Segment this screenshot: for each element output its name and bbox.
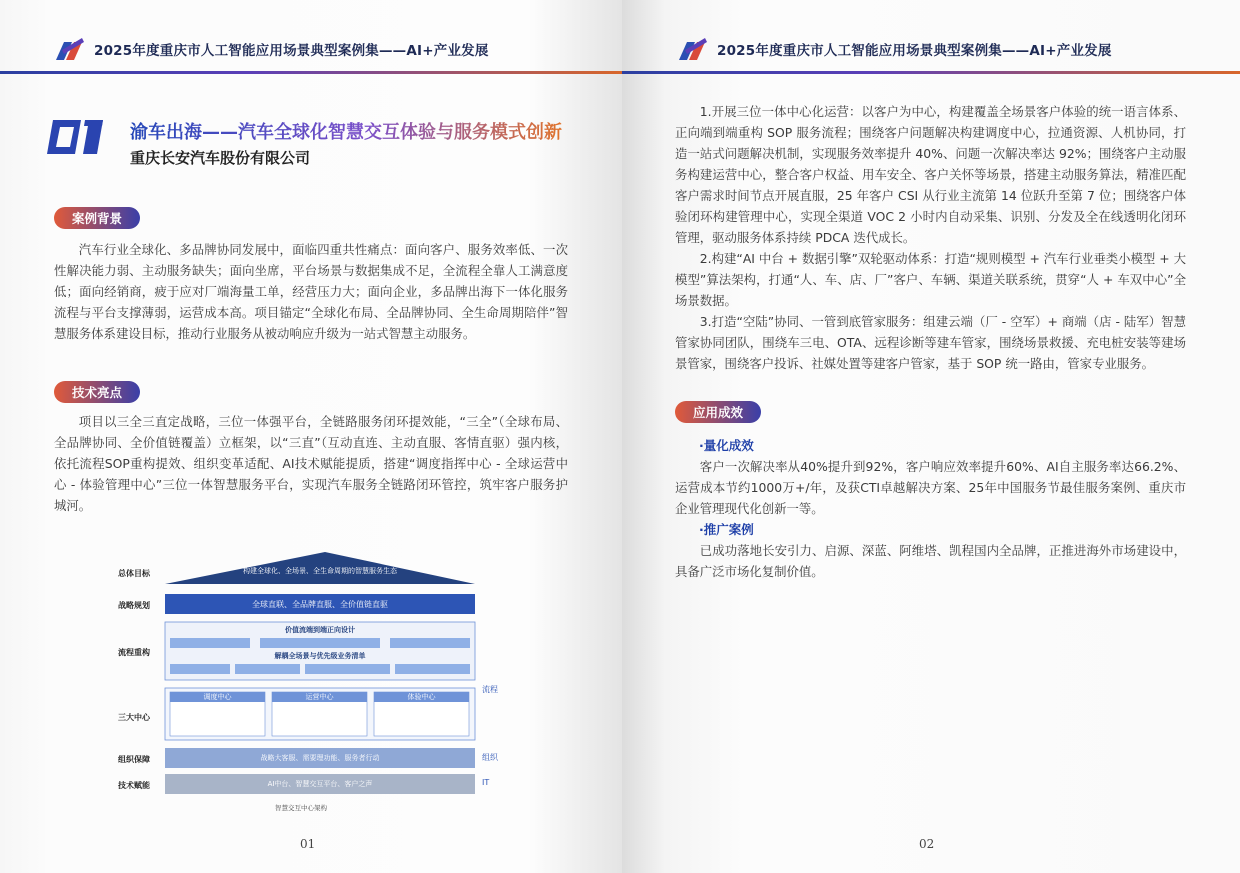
diagram-org-text: 战略大客服、需要理功能、服务者行动 — [260, 754, 380, 762]
header-title: 2025年度重庆市人工智能应用场景典型案例集——AI+产业发展 — [717, 43, 1112, 59]
results-paragraph — [675, 435, 1186, 582]
diagram-row-strategy: 战略规划 — [118, 601, 150, 610]
diagram-row-process: 流程重构 — [118, 648, 150, 657]
section-pill-background: 案例背景 — [54, 207, 140, 229]
diagram-process-mid: 解耦全场景与优先级业务清单 — [274, 652, 366, 660]
diagram-row-tech: 技术赋能 — [118, 781, 150, 790]
header-divider — [0, 71, 622, 74]
process-cell — [170, 664, 230, 674]
diagram-tech-text: AI中台、智慧交互平台、客户之声 — [267, 780, 373, 788]
header-divider — [622, 71, 1240, 74]
process-cell — [170, 638, 250, 648]
diagram-side-label-process: 流程 — [482, 685, 498, 694]
tech-continued-paragraph: 1.开展三位一体中心化运营：以客户为中心，构建覆盖全场景客户体验的统一语言体系、正向端到端重构 SOP 服务流程；围绕客户问题解决构建调度中心，拉通资源、人机协同，打造一站式问题解决机制，实现服务效率提升 40%、问题一次解决率达 92%；围绕客户主动服务构建运营中心，整合客户权益、用车安全、客户关怀等场景，搭建主动服务算法，精准匹配客户需求时间节点开展直服，25 年客户 CSI 从行业主流第 14 位跃升至第 7 位；围绕客户体验闭环构建管理中心，实现全渠道 VOC 2 小时内自动采集、识别、分发及全在线透明化闭环管理，驱动服务体系持续 PDCA 迭代成长。 2.构建“AI 中台 + 数据引擎”双轮驱动体系：打造“规则模型 + 汽车行业垂类小模型 + 大模型”算法架构，打通“人、车、店、厂”客户、车辆、渠道关联系统，贯穿“人 + 车双中心”全场景数据。 3.打造“空陆”协同、一管到底管家服务：组建云端（厂 - 空军）+ 商端（店 - 陆军）智慧管家协同团队，围绕车三电、OTA、远程诊断等建车管家，围绕场景救援、充电桩安装等建场景管家，围绕客户投诉、社媒处置等建客户管家，基于 SOP 统一路由，管家专业服务。 — [675, 104, 1186, 371]
company-name: 重庆长安汽车股份有限公司 — [130, 149, 311, 167]
brand-logo-icon — [52, 36, 86, 62]
header-title: 2025年度重庆市人工智能应用场景典型案例集——AI+产业发展 — [94, 43, 489, 59]
architecture-diagram — [110, 552, 510, 822]
process-cell — [390, 638, 470, 648]
quant-subtitle: ·量化成效 — [699, 438, 754, 453]
page-number-left: 01 — [300, 837, 316, 851]
page-number-right: 02 — [919, 837, 935, 851]
diagram-caption: 智慧交互中心架构 — [275, 804, 327, 812]
process-cell — [235, 664, 300, 674]
diagram-center-3: 体验中心 — [407, 693, 436, 701]
page-header — [52, 36, 489, 62]
diagram-side-label-it: IT — [482, 778, 490, 787]
brand-logo-icon — [675, 36, 709, 62]
promo-subtitle: ·推广案例 — [699, 522, 754, 537]
diagram-side-label-org: 组织 — [482, 753, 498, 762]
case-title: 渝车出海——汽车全球化智慧交互体验与服务模式创新 — [130, 118, 562, 144]
page-header — [675, 36, 1112, 62]
case-number-badge — [47, 118, 109, 156]
background-paragraph: 汽车行业全球化、多品牌协同发展中，面临四重共性痛点：面向客户、服务效率低、一次性解决能力弱、主动服务缺失；面向坐席，平台场景与数据集成不足，全流程全靠人工满意度低；面向经销商，疲于应对厂端海量工单，经营压力大；面向企业，多品牌出海下一体化服务流程与平台支撑薄弱，运营成本高。项目锚定“全球化布局、全品牌协同、全生命周期陪伴”智慧服务体系建设目标，推动行业服务从被动响应升级为一站式智慧主动服务。 — [54, 242, 568, 341]
diagram-roof-text: 构建全球化、全场景、全生命周期的智慧服务生态 — [243, 567, 397, 575]
process-cell — [305, 664, 390, 674]
promo-text: 已成功落地长安引力、启源、深蓝、阿维塔、凯程国内全品牌，正推进海外市场建设中，具备广泛市场化复制价值。 — [675, 543, 1186, 579]
diagram-center-2: 运营中心 — [305, 693, 334, 701]
tech-paragraph: 项目以三全三直定战略，三位一体强平台，全链路服务闭环提效能，“三全”（全球布局、全品牌协同、全价值链覆盖）立框架，以“三直”（互动直连、主动直服、客情直驱）强内核，依托流程SOP重构提效、组织变革适配、AI技术赋能提质，搭建“调度指挥中心 - 全球运营中心 - 体验管理中心”三位一体智慧服务平台，实现汽车服务全链路闭环管控，筑牢客户服务护城河。 — [54, 414, 568, 513]
quant-text: 客户一次解决率从40%提升到92%，客户响应效率提升60%、AI自主服务率达66.2%、运营成本节约1000万+/年，及获CTI卓越解决方案、25年中国服务节最佳服务案例、重庆市企业管理现代化创新一等。 — [675, 459, 1186, 516]
diagram-row-org: 组织保障 — [118, 755, 150, 764]
process-cell — [260, 638, 380, 648]
section-pill-results: 应用成效 — [675, 401, 761, 423]
diagram-center-1: 调度中心 — [203, 693, 232, 701]
diagram-row-goal: 总体目标 — [118, 569, 150, 578]
diagram-process-top: 价值流端到端正向设计 — [285, 626, 355, 634]
diagram-strategy-text: 全球直联、全品牌直服、全价值链直驱 — [252, 599, 388, 609]
diagram-row-centers: 三大中心 — [118, 713, 150, 722]
page-right — [622, 0, 1240, 873]
process-cell — [395, 664, 470, 674]
section-pill-tech: 技术亮点 — [54, 381, 140, 403]
